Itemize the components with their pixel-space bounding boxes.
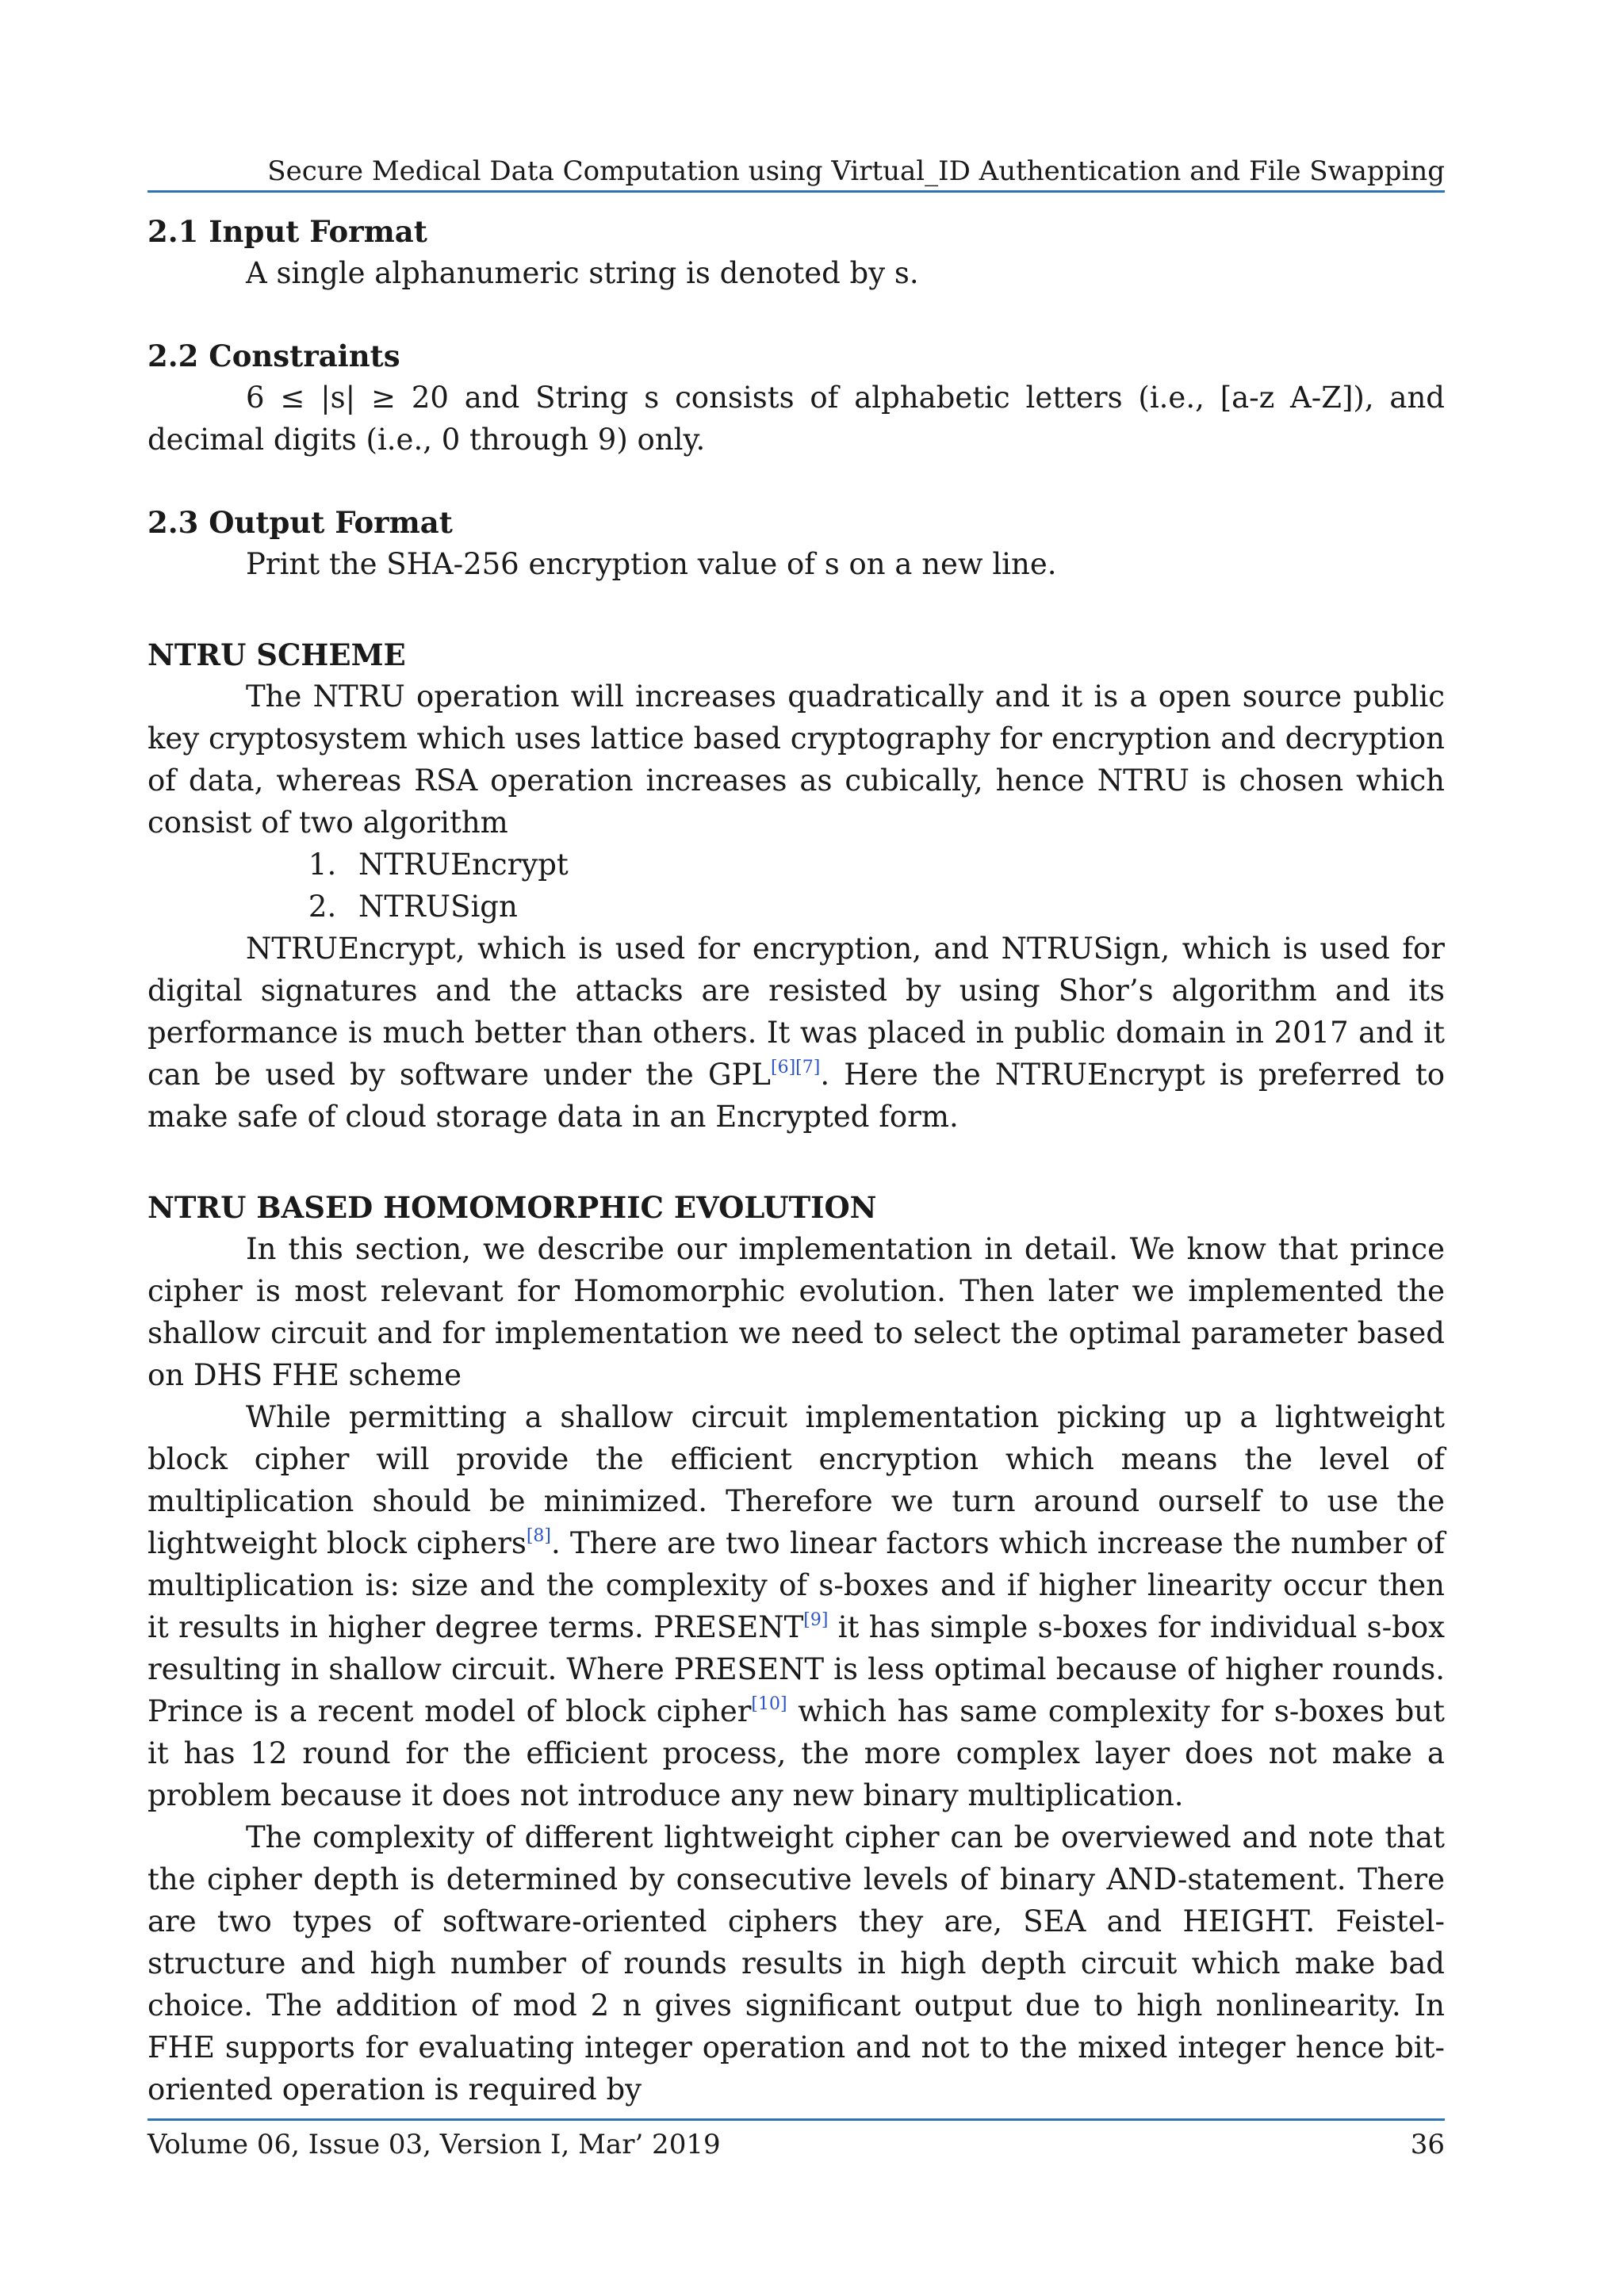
citation-link[interactable]: [9]: [803, 1610, 829, 1630]
list-item: 2. NTRUSign: [346, 886, 1445, 928]
paragraph-text: . Here the NTRUEncrypt is preferred to make safe of cloud storage data in an Encrypted form.: [147, 1058, 1446, 1134]
main-content: [147, 211, 1445, 2110]
list-item: 1. NTRUEncrypt: [346, 844, 1445, 886]
homomorphic-paragraph-2: [147, 1396, 1445, 1816]
section-2-1-text: A single alphanumeric string is denoted by s.: [246, 256, 919, 290]
footer-volume: Volume 06, Issue 03, Version I, Mar’ 2019: [147, 2129, 721, 2160]
header-rule: [147, 190, 1445, 193]
section-2-3-heading: 2.3 Output Format: [147, 505, 453, 540]
citation-link[interactable]: [6][7]: [771, 1058, 821, 1077]
section-2-3-text: Print the SHA-256 encryption value of s on a new line.: [246, 547, 1057, 581]
citation-link[interactable]: [8]: [526, 1526, 551, 1546]
ntru-paragraph-1: The NTRU operation will increases quadratically and it is a open source public key cryptosystem which uses lattice based cryptography for encryption and decryption of data, whereas RSA operation increases as cubically, hence NTRU is chosen which consist of two algorithm: [147, 679, 1445, 840]
ntru-scheme-heading: NTRU SCHEME: [147, 637, 406, 672]
homomorphic-paragraph-3: The complexity of different lightweight cipher can be overviewed and note that the cipher depth is determined by consecutive levels of binary AND-statement. There are two types of software-oriented ciphers they are, SEA and HEIGHT. Feistel-structure and high number of rounds results in high depth circuit which make bad choice. The addition of mod 2 n gives significant output due to high nonlinearity. In FHE supports for evaluating integer operation and not to the mixed integer hence bit-oriented operation is required by: [147, 1820, 1445, 2107]
homomorphic-heading: NTRU BASED HOMOMORPHIC EVOLUTION: [147, 1190, 877, 1225]
ntru-paragraph-2: [147, 928, 1445, 1138]
footer-rule: [147, 2118, 1445, 2121]
page: [147, 0, 1445, 2296]
homomorphic-paragraph-1: In this section, we describe our implementation in detail. We know that prince cipher is most relevant for Homomorphic evolution. Then later we implemented the shallow circuit and for implementation we need to select the optimal parameter based on DHS FHE scheme: [147, 1232, 1445, 1392]
algorithm-list: [147, 844, 1445, 928]
paragraph-text: which has same complexity for s-boxes but it has 12 round for the efficient process, the more complex layer does not make a problem because it does not introduce any new binary multiplication.: [147, 1694, 1445, 1812]
section-2-2-text: 6 ≤ |s| ≥ 20 and String s consists of alphabetic letters (i.e., [a-z A-Z]), and decimal digits (i.e., 0 through 9) only.: [147, 381, 1445, 457]
running-header: Secure Medical Data Computation using Virtual_ID Authentication and File Swapping: [267, 155, 1445, 187]
section-2-2-heading: 2.2 Constraints: [147, 339, 400, 373]
page-number: 36: [1410, 2129, 1445, 2160]
citation-link[interactable]: [10]: [751, 1694, 787, 1714]
paragraph-text: NTRUEncrypt, which is used for encryption, and NTRUSign, which is used for digital signatures and the attacks are resisted by using Shor’s algorithm and its performance is much better than others. It was placed in public domain in 2017 and it can be used by software under the GPL: [147, 932, 1445, 1092]
section-2-1-heading: 2.1 Input Format: [147, 214, 427, 249]
paragraph-text: While permitting a shallow circuit implementation picking up a lightweight block cipher will provide the efficient encryption which means the level of multiplication should be minimized. Therefore we turn around ourself to use the lightweight block ciphers: [147, 1400, 1445, 1560]
footer: [147, 2128, 1445, 2161]
paragraph-text: . There are two linear factors which increase the number of multiplication is: size and the complexity of s-boxes and if higher linearity occur then it results in higher degree terms. PRESENT: [147, 1526, 1445, 1644]
paragraph-text: it has simple s-boxes for individual s-box resulting in shallow circuit. Where PRESENT is less optimal because of higher rounds. Prince is a recent model of block cipher: [147, 1610, 1445, 1728]
